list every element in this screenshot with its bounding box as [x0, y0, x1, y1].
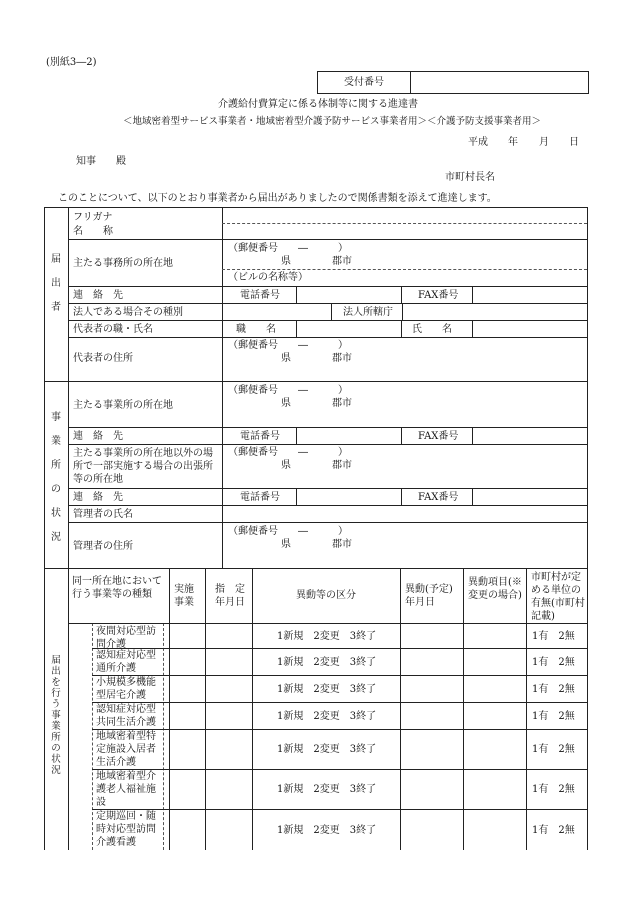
attachment-label: (別紙3―2) — [46, 57, 97, 68]
implemented-field[interactable] — [170, 703, 204, 728]
change-item-field[interactable] — [464, 624, 525, 647]
designated-date-field[interactable] — [206, 649, 251, 674]
change-date-field[interactable] — [401, 649, 462, 674]
main-location-city: 郡市 — [332, 398, 352, 409]
rep-name-field[interactable] — [473, 321, 586, 336]
date-month: 月 — [539, 137, 549, 148]
rep-address-city: 郡市 — [332, 353, 352, 364]
intro-text: このことについて、以下のとおり事業者から届出がありましたので関係書類を添えて進達します。 — [58, 193, 497, 204]
rep-name-label: 氏 名 — [412, 324, 452, 335]
branch-phone-field[interactable] — [297, 489, 400, 504]
implemented-field[interactable] — [170, 730, 204, 768]
service-name: 地域密着型介護老人福祉施設 — [96, 771, 156, 808]
designated-date-header: 指 定年月日 — [215, 584, 245, 608]
main-office-postal: （郵便番号 ― ） — [228, 243, 348, 254]
branch-phone-label: 電話番号 — [240, 492, 280, 503]
services-section-label: 届出を行う事業所の状況 — [51, 655, 61, 776]
municipal-unit-options[interactable]: 1有 2無 — [532, 784, 575, 795]
service-name: 夜間対応型訪問介護 — [96, 626, 156, 650]
service-name: 地域密着型特定施設入居者生活介護 — [96, 731, 156, 768]
designated-date-field[interactable] — [206, 770, 251, 808]
main-location-label: 主たる事業所の所在地 — [73, 400, 173, 411]
applicant-fax-field[interactable] — [473, 287, 586, 302]
receipt-number-box — [317, 71, 589, 94]
business-contact-label: 連 絡 先 — [73, 431, 123, 442]
name-label: 名 称 — [73, 226, 113, 237]
change-item-header: 異動項目(※変更の場合) — [468, 577, 522, 601]
change-date-field[interactable] — [401, 676, 462, 701]
rep-address-postal: （郵便番号 ― ） — [228, 340, 348, 351]
main-office-label: 主たる事務所の所在地 — [73, 258, 173, 269]
change-type-options[interactable]: 1新規 2変更 3終了 — [277, 631, 377, 642]
change-type-options[interactable]: 1新規 2変更 3終了 — [277, 657, 377, 668]
addressee: 知事 殿 — [76, 156, 126, 167]
change-type-options[interactable]: 1新規 2変更 3終了 — [277, 825, 377, 836]
name-field[interactable] — [223, 224, 586, 239]
implemented-field[interactable] — [170, 649, 204, 674]
applicant-contact-label: 連 絡 先 — [73, 290, 123, 301]
municipal-unit-options[interactable]: 1有 2無 — [532, 744, 575, 755]
municipal-unit-header: 市町村が定める単位の有無(市町村記載) — [531, 572, 585, 622]
receipt-number-label: 受付番号 — [344, 77, 384, 88]
change-date-field[interactable] — [401, 730, 462, 768]
manager-address-postal: （郵便番号 ― ） — [228, 526, 348, 537]
branch-city: 郡市 — [332, 460, 352, 471]
designated-date-field[interactable] — [206, 810, 251, 849]
change-item-field[interactable] — [464, 810, 525, 849]
change-date-field[interactable] — [401, 703, 462, 728]
applicant-phone-field[interactable] — [297, 287, 400, 302]
implemented-field[interactable] — [170, 770, 204, 808]
applicant-fax-label: FAX番号 — [418, 290, 459, 301]
rep-title-field[interactable] — [297, 321, 400, 336]
municipal-unit-options[interactable]: 1有 2無 — [532, 684, 575, 695]
date-era: 平成 — [468, 137, 488, 148]
main-office-city: 郡市 — [332, 256, 352, 267]
manager-name-field[interactable] — [223, 506, 586, 521]
service-name: 認知症対応型通所介護 — [96, 650, 156, 674]
change-date-header: 異動(予定)年月日 — [405, 584, 453, 608]
main-location-postal: （郵便番号 ― ） — [228, 385, 348, 396]
manager-address-pref: 県 — [281, 539, 291, 550]
business-section-label: 事 業 所 の 状 況 — [51, 412, 61, 543]
branch-contact-label: 連 絡 先 — [73, 492, 123, 503]
implemented-field[interactable] — [170, 624, 204, 647]
change-type-options[interactable]: 1新規 2変更 3終了 — [277, 711, 377, 722]
change-type-options[interactable]: 1新規 2変更 3終了 — [277, 784, 377, 795]
change-date-field[interactable] — [401, 810, 462, 849]
applicant-phone-label: 電話番号 — [240, 290, 280, 301]
implemented-field[interactable] — [170, 676, 204, 701]
rep-address-pref: 県 — [281, 353, 291, 364]
branch-location-label: 主たる事業所の所在地以外の場所で一部実施する場合の出張所等の所在地 — [73, 448, 213, 485]
business-fax-label: FAX番号 — [418, 431, 459, 442]
rep-title-label: 職 名 — [236, 324, 276, 335]
designated-date-field[interactable] — [206, 703, 251, 728]
designated-date-field[interactable] — [206, 730, 251, 768]
mayor-name-label: 市町村長名 — [445, 172, 495, 183]
manager-address-label: 管理者の住所 — [73, 541, 133, 552]
manager-address-city: 郡市 — [332, 539, 352, 550]
service-name: 認知症対応型共同生活介護 — [96, 704, 156, 728]
change-item-field[interactable] — [464, 730, 525, 768]
municipal-unit-options[interactable]: 1有 2無 — [532, 825, 575, 836]
change-item-field[interactable] — [464, 676, 525, 701]
form-title: 介護給付費算定に係る体制等に関する進達書 — [218, 99, 418, 110]
change-item-field[interactable] — [464, 649, 525, 674]
change-date-field[interactable] — [401, 624, 462, 647]
main-location-pref: 県 — [281, 398, 291, 409]
municipal-unit-options[interactable]: 1有 2無 — [532, 631, 575, 642]
business-fax-field[interactable] — [473, 428, 586, 443]
municipal-unit-options[interactable]: 1有 2無 — [532, 657, 575, 668]
business-phone-field[interactable] — [297, 428, 400, 443]
change-type-options[interactable]: 1新規 2変更 3終了 — [277, 744, 377, 755]
manager-name-label: 管理者の氏名 — [73, 509, 133, 520]
rep-address-label: 代表者の住所 — [73, 353, 133, 364]
main-office-pref: 県 — [281, 256, 291, 267]
service-name: 定期巡回・随時対応型訪問介護看護 — [96, 811, 156, 848]
designated-date-field[interactable] — [206, 624, 251, 647]
corp-type-field[interactable] — [223, 304, 330, 319]
change-type-header: 異動等の区分 — [296, 590, 356, 601]
date-day: 日 — [569, 137, 579, 148]
implemented-header: 実施事業 — [174, 584, 194, 608]
branch-pref: 県 — [281, 460, 291, 471]
change-date-field[interactable] — [401, 770, 462, 808]
date-year: 年 — [508, 137, 518, 148]
branch-fax-label: FAX番号 — [418, 492, 459, 503]
implemented-field[interactable] — [170, 810, 204, 849]
form-subtitle: ＜地域密着型サービス事業者・地域密着型介護予防サービス事業者用＞＜介護予防支援事業者用＞ — [123, 116, 542, 127]
main-office-building: （ビルの名称等） — [228, 272, 308, 283]
same-location-header: 同一所在地において行う事業等の種類 — [72, 576, 162, 600]
municipal-unit-options[interactable]: 1有 2無 — [532, 711, 575, 722]
change-type-options[interactable]: 1新規 2変更 3終了 — [277, 684, 377, 695]
service-name: 小規模多機能型居宅介護 — [96, 677, 156, 701]
receipt-number-field[interactable] — [411, 72, 587, 93]
corp-type-label: 法人である場合その種別 — [73, 307, 183, 318]
business-phone-label: 電話番号 — [240, 431, 280, 442]
change-item-field[interactable] — [464, 703, 525, 728]
applicant-section-label: 届 出 者 — [51, 254, 61, 313]
furigana-label: フリガナ — [73, 212, 113, 223]
corp-agency-label: 法人所轄庁 — [343, 307, 393, 318]
branch-postal: （郵便番号 ― ） — [228, 447, 348, 458]
furigana-field[interactable] — [223, 208, 586, 223]
branch-fax-field[interactable] — [473, 489, 586, 504]
corp-agency-field[interactable] — [403, 304, 586, 319]
designated-date-field[interactable] — [206, 676, 251, 701]
rep-position-label: 代表者の職・氏名 — [73, 324, 153, 335]
change-item-field[interactable] — [464, 770, 525, 808]
